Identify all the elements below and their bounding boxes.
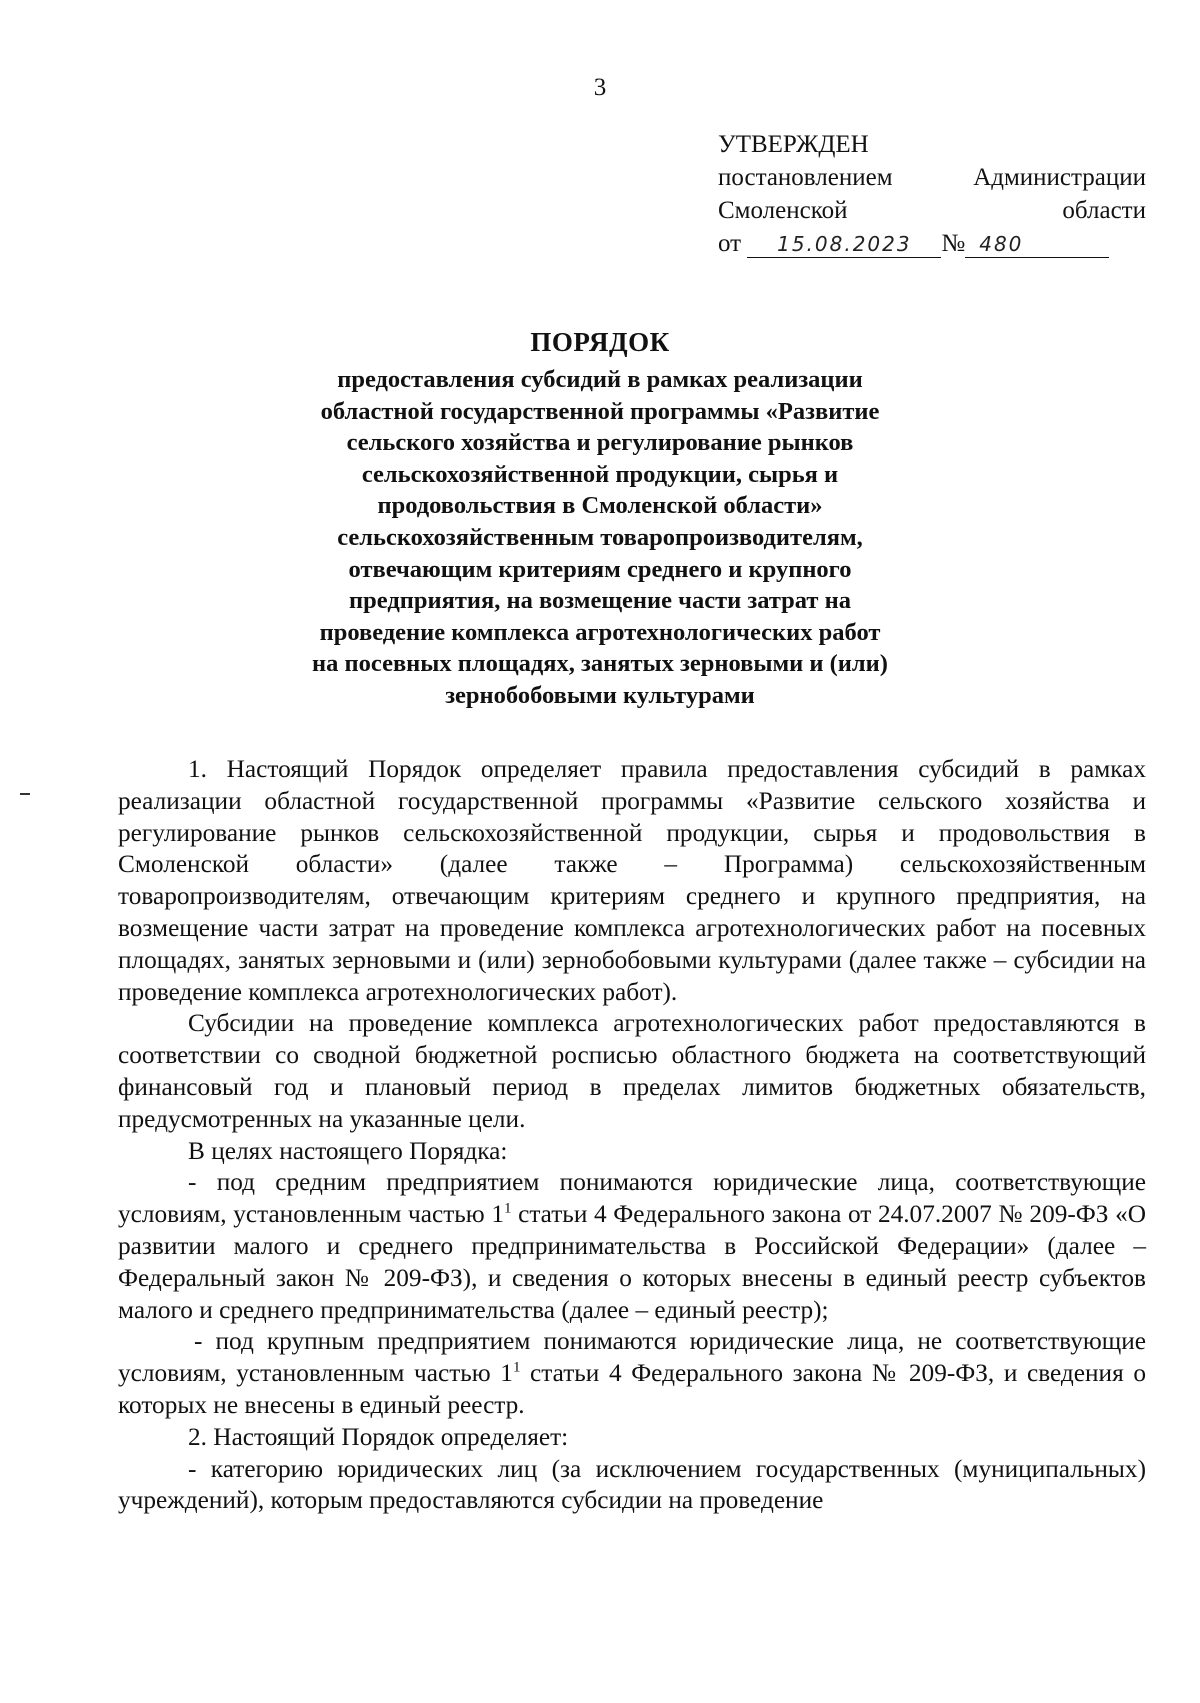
paragraph-text: - под средним предприятием понимаются юридические лица, соответствующие условиям, установленным частью 1	[118, 1168, 1146, 1229]
subtitle-line: продовольствия в Смоленской области»	[377, 492, 823, 520]
subtitle-line: предприятия, на возмещение части затрат на	[349, 587, 851, 615]
superscript: 1	[503, 1200, 512, 1217]
approval-text: постановлением	[718, 164, 893, 191]
subtitle-line: областной государственной программы «Развитие	[320, 397, 880, 425]
superscript: 1	[512, 1359, 521, 1376]
definition-large-enterprise	[118, 1326, 1146, 1421]
subtitle-line: сельскохозяйственным товаропроизводителям,	[337, 523, 863, 551]
handwritten-date: 15.08.2023	[747, 231, 941, 258]
approval-text: Администрации	[973, 164, 1146, 191]
paragraph-text: статьи 4 Федерального закона от 24.07.2007 № 209-ФЗ «О развитии малого и среднего предпринимательства в Российской Федерации» (далее – Федеральный закон № 209-ФЗ), и сведения о которых внесены в единый реестр субъектов малого и среднего предпринимательства (далее – единый реестр);	[118, 1200, 1146, 1324]
approval-status: УТВЕРЖДЕН	[718, 131, 869, 158]
approval-text: области	[1062, 197, 1146, 224]
paragraph-text: - под крупным предприятием понимаются юридические лица, не соответствующие условиям, установленным частью 1	[118, 1327, 1146, 1388]
margin-mark	[20, 793, 30, 795]
definition-medium-enterprise	[118, 1167, 1146, 1326]
page-number: 3	[593, 74, 607, 101]
handwritten-number: 480	[965, 231, 1109, 258]
approval-line-1	[718, 161, 1146, 194]
subtitle-line: сельскохозяйственной продукции, сырья и	[361, 460, 839, 488]
document-body	[118, 754, 1146, 1517]
paragraph: - категорию юридических лиц (за исключением государственных (муниципальных) учреждений), которым предоставляются субсидии на проведение	[118, 1454, 1146, 1515]
paragraph: 1. Настоящий Порядок определяет правила предоставления субсидий в рамках реализации областной государственной программы «Развитие сельского хозяйства и регулирование рынков сельскохозяйственной продукции, сырья и продовольствия в Смоленской области» (далее также – Программа) сельскохозяйственным товаропроизводителям, отвечающим критериям среднего и крупного предприятия, на возмещение части затрат на проведение комплекса агротехнологических работ на посевных площадях, занятых зерновыми и (или) зернобобовыми культурами (далее также – субсидии на проведение комплекса агротехнологических работ).	[118, 755, 1146, 1006]
subtitle-line: сельского хозяйства и регулирование рынков	[346, 429, 854, 457]
paragraph: Субсидии на проведение комплекса агротехнологических работ предоставляются в соответствии со сводной бюджетной росписью областного бюджета на соответствующий финансовый год и плановый период в пределах лимитов бюджетных обязательств, предусмотренных на указанные цели.	[118, 1009, 1146, 1133]
paragraph: 2. Настоящий Порядок определяет:	[188, 1422, 569, 1451]
paragraph-text: статьи 4 Федерального закона № 209-ФЗ, и сведения о которых не внесены в единый реестр.	[118, 1359, 1146, 1419]
document-title	[230, 324, 970, 712]
number-sign: №	[941, 230, 966, 257]
title-heading: ПОРЯДОК	[530, 327, 670, 357]
subtitle-line: предоставления субсидий в рамках реализации	[337, 366, 863, 393]
subtitle-line: отвечающим критериям среднего и крупного	[348, 555, 852, 583]
subtitle-line: проведение комплекса агротехнологических работ	[319, 618, 881, 646]
approval-date-line	[718, 227, 1146, 260]
subtitle-line: зернобобовыми культурами	[445, 681, 755, 709]
approval-stamp	[718, 128, 1146, 260]
approval-text: Смоленской	[718, 197, 848, 224]
paragraph: В целях настоящего Порядка:	[188, 1136, 508, 1165]
approval-line-2	[718, 194, 1146, 227]
subtitle-line: на посевных площадях, занятых зерновыми и (или)	[312, 650, 888, 678]
date-prefix: от	[718, 230, 742, 257]
title-subtitle	[230, 364, 970, 712]
